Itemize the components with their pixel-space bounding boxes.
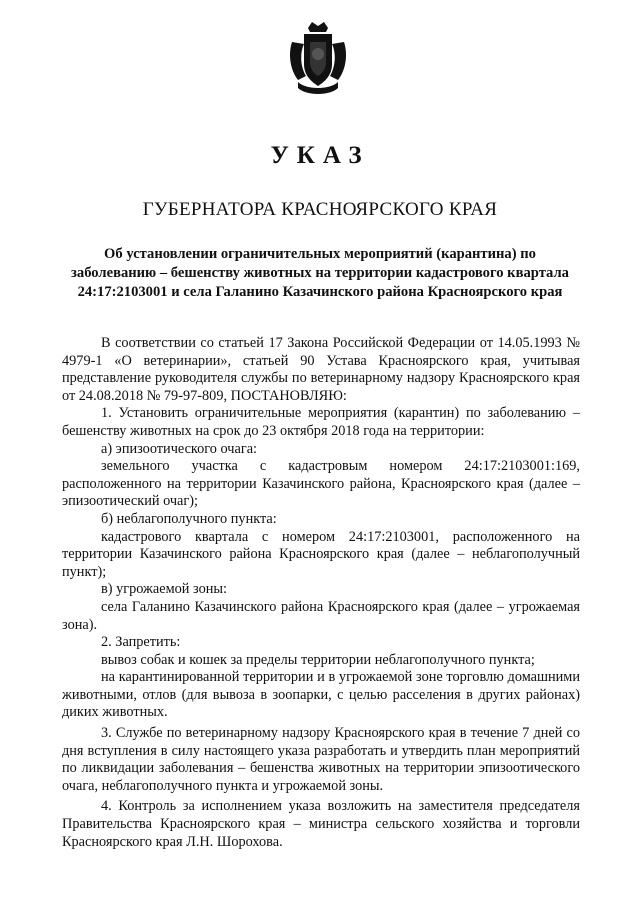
decree-heading: Об установлении ограничительных мероприятий (карантина) по заболеванию – бешенству животных на территории кадастрового квартала 24:17:2103001 и села Галанино Казачинского района Красноярского края xyxy=(71,246,569,300)
clause-1c-text: села Галанино Казачинского района Красноярского края (далее – угрожаемая зона). xyxy=(62,598,580,633)
clause-1a-label: а) эпизоотического очага: xyxy=(101,440,258,457)
clause-1c-label: в) угрожаемой зоны: xyxy=(101,581,227,598)
clause-4: 4. Контроль за исполнением указа возложить на заместителя председателя Правительства Красноярского края – министра сельского хозяйства и торговли Красноярского края Л.Н. Шорохова. xyxy=(62,798,580,850)
clause-3: 3. Службе по ветеринарному надзору Красноярского края в течение 7 дней со дня вступления в силу настоящего указа разработать и утвердить план мероприятий по ликвидации заболевания – бешенства животных на территории эпизоотического очага, неблагополучного пункта и угрожаемой зоны. xyxy=(62,725,580,794)
clause-2-item-1: вывоз собак и кошек за пределы территории неблагополучного пункта; xyxy=(101,651,535,668)
decree-body xyxy=(62,335,580,851)
clause-2-item-2: на карантинированной территории и в угрожаемой зоне торговлю домашними животными, отлов (для вывоза в зоопарки, с целью расселения в других районах) диких животных. xyxy=(62,669,580,721)
clause-1b-label: б) неблагополучного пункта: xyxy=(101,510,277,527)
decree-subtitle: ГУБЕРНАТОРА КРАСНОЯРСКОГО КРАЯ xyxy=(142,199,498,220)
clause-1a-text: земельного участка с кадастровым номером 24:17:2103001:169, расположенного на территории Казачинского района, Красноярского края (далее – эпизоотический очаг); xyxy=(62,458,580,510)
decree-title: УКАЗ xyxy=(270,142,370,169)
clause-1: 1. Установить ограничительные мероприятия (карантин) по заболеванию – бешенству животных на срок до 23 октября 2018 года на территории: xyxy=(62,405,580,439)
clause-1b-text: кадастрового квартала с номером 24:17:2103001, расположенного на территории Казачинского района Красноярского края (далее – неблагополучный пункт); xyxy=(62,528,580,580)
clause-2: 2. Запретить: xyxy=(101,634,181,651)
preamble-paragraph: В соответствии со статьей 17 Закона Российской Федерации от 14.05.1993 № 4979-1 «О ветеринарии», статьей 90 Устава Красноярского края, учитывая представление руководителя службы по ветеринарному надзору Красноярского края от 24.08.2018 № 79-97-809, ПОСТАНОВЛЯЮ: xyxy=(62,335,580,404)
coat-of-arms-emblem xyxy=(286,20,350,98)
